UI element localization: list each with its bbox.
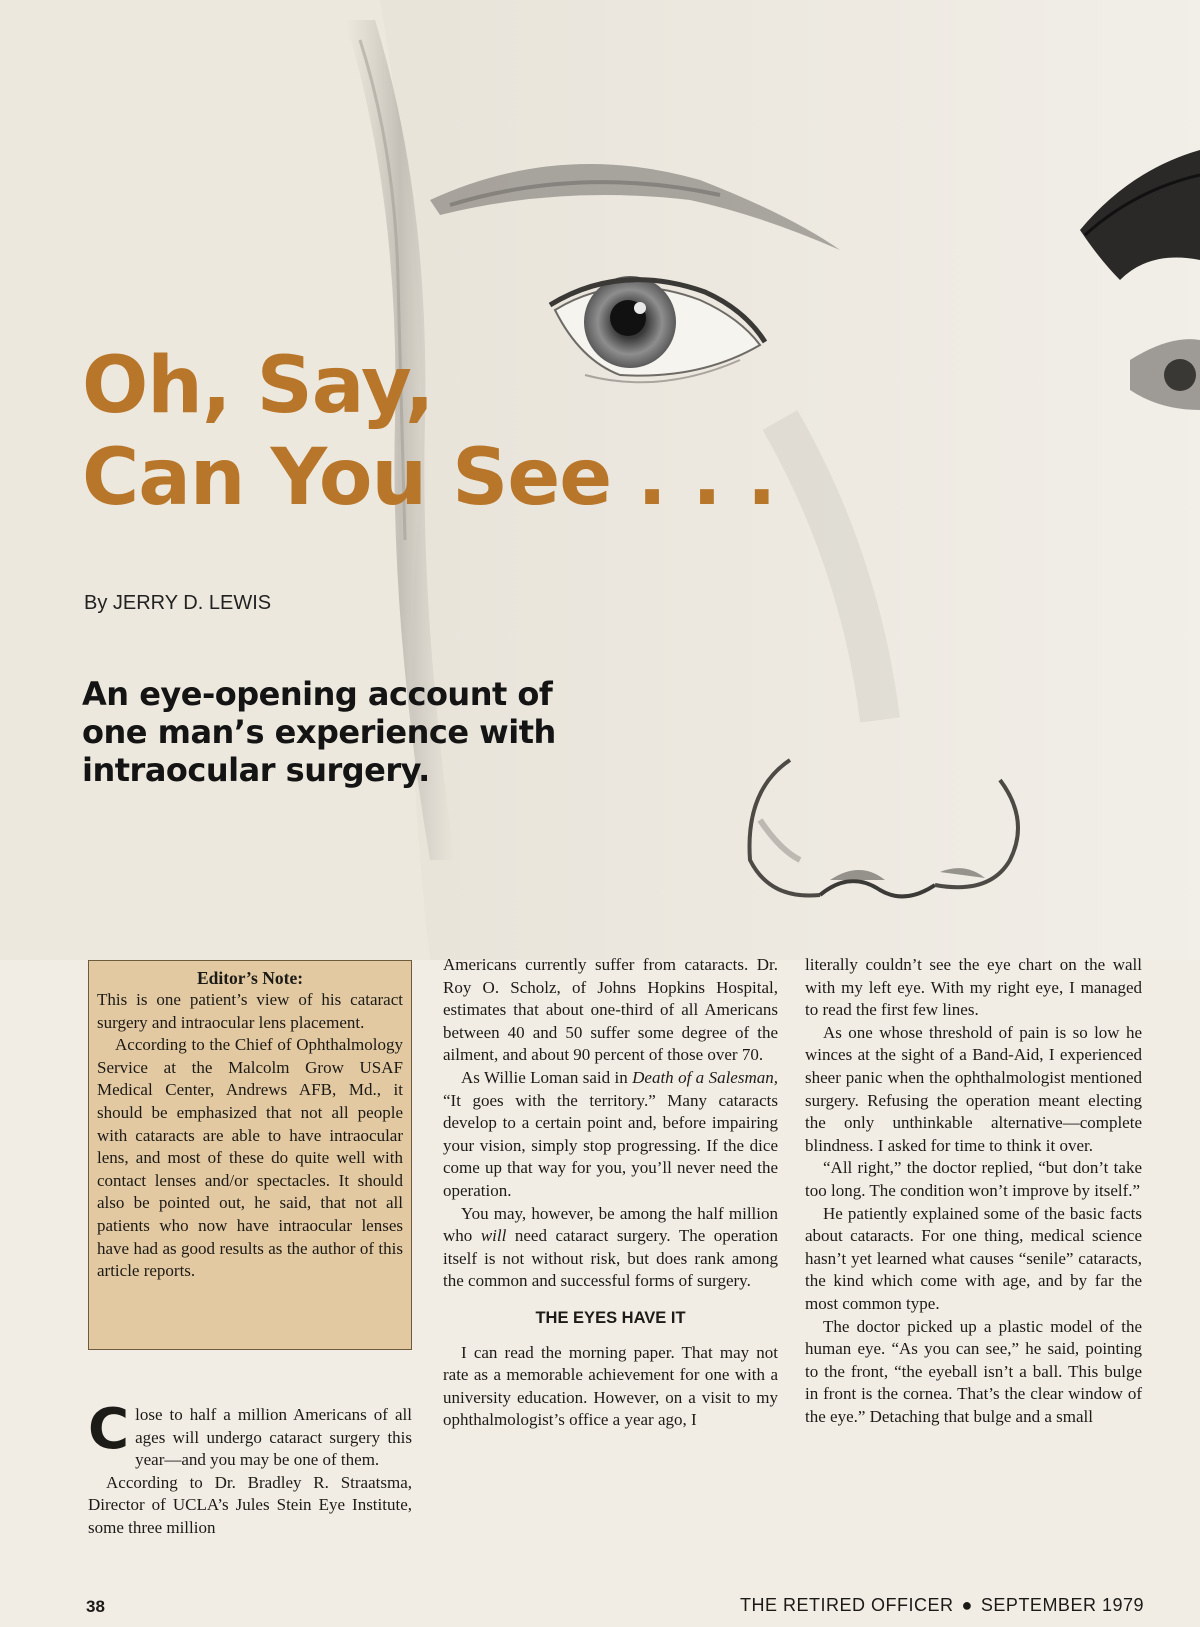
editors-note-box	[88, 960, 412, 1350]
body-text: You may, however, be among the half million who	[443, 1203, 778, 1246]
book-title: Death of a Salesman,	[632, 1067, 778, 1087]
body-paragraph: The doctor picked up a plastic model of the human eye. “As you can see,” he said, pointing to the front, “the eyeball isn’t a ball. This bulge in front is the cornea. That’s the clear window of the eye.” Detaching that bulge and a small	[805, 1316, 1142, 1426]
section-subhead: THE EYES HAVE IT	[535, 1308, 686, 1327]
body-text: As Willie Loman said in	[461, 1067, 633, 1087]
body-column-1	[88, 1397, 412, 1540]
body-text: need cataract surgery. The operation itself is not without risk, but does rank among the common and successful forms of surgery.	[443, 1226, 779, 1291]
body-paragraph: Americans currently suffer from cataracts. Dr. Roy O. Scholz, of Johns Hopkins Hospital, estimates that about one-third of all Americans between 40 and 50 suffer some degree of the ailment, and about 90 percent of those over 70.	[443, 955, 778, 1065]
deck-line-2: one man’s experience with	[82, 713, 556, 751]
emphasis: will	[480, 1226, 507, 1246]
title-line-1: Oh, Say,	[82, 341, 434, 431]
drop-cap: C	[88, 1397, 130, 1462]
body-text: “It goes with the territory.” Many cataracts develop to a certain point and, before impairing your vision, simply stop progressing. If the dice come up that way for you, you’ll never need the operation.	[443, 1090, 778, 1200]
body-paragraph: According to Dr. Bradley R. Straatsma, Director of UCLA’s Jules Stein Eye Institute, some three million	[88, 1472, 412, 1537]
editors-note-heading: Editor’s Note:	[196, 968, 304, 988]
body-paragraph: “All right,” the doctor replied, “but don’t take too long. The condition won’t improve by itself.”	[805, 1158, 1142, 1200]
body-column-3	[805, 954, 1142, 1428]
body-paragraph	[443, 1067, 778, 1203]
editors-note-paragraph: According to the Chief of Ophthalmology Service at the Malcolm Grow USAF Medical Center, Andrews AFB, Md., it should be emphasized that not all people with cataracts are able to have intraocular lens, and most of these do quite well with contact lenses and/or spectacles. It should also be pointed out, he said, that not all patients who now have intraocular lenses have had as good results as the author of this article reports.	[97, 1035, 403, 1281]
body-paragraph: I can read the morning paper. That may not rate as a memorable achievement for one with a university education. However, on a visit to my ophthalmologist’s office a year ago, I	[443, 1342, 778, 1430]
body-paragraph: literally couldn’t see the eye chart on the wall with my left eye. With my right eye, I managed to read the first few lines.	[805, 955, 1142, 1020]
deck-line-3: intraocular surgery.	[82, 751, 430, 789]
running-footer	[740, 1595, 1144, 1616]
body-text: lose to half a million Americans of all ages will undergo cataract surgery this year—and you may be one of them.	[135, 1405, 412, 1470]
deck-line-1: An eye-opening account of	[82, 675, 553, 713]
body-paragraph	[443, 1203, 778, 1293]
title-line-2: Can You See . . .	[82, 433, 776, 523]
body-column-2	[443, 954, 778, 1432]
body-paragraph: As one whose threshold of pain is so low he winces at the sight of a Band-Aid, I experienced sheer panic when the ophthalmologist mentioned surgery. Refusing the operation meant electing the only unthinkable alternative—complete blindness. I asked for time to think it over.	[805, 1022, 1142, 1155]
editors-note-paragraph: This is one patient’s view of his cataract surgery and intraocular lens placement.	[97, 990, 403, 1032]
article-title	[82, 340, 776, 524]
bullet-separator: ●	[961, 1595, 973, 1615]
body-paragraph	[88, 1397, 412, 1472]
publication-name: THE RETIRED OFFICER	[740, 1595, 954, 1615]
byline: By JERRY D. LEWIS	[84, 592, 272, 614]
issue-date: SEPTEMBER 1979	[980, 1595, 1144, 1615]
page-number: 38	[86, 1597, 105, 1616]
article-deck	[82, 675, 642, 789]
body-paragraph: He patiently explained some of the basic facts about cataracts. For one thing, medical science hasn’t yet learned what causes “senile” cataracts, the kind which come with age, and by far the most common type.	[805, 1203, 1142, 1313]
